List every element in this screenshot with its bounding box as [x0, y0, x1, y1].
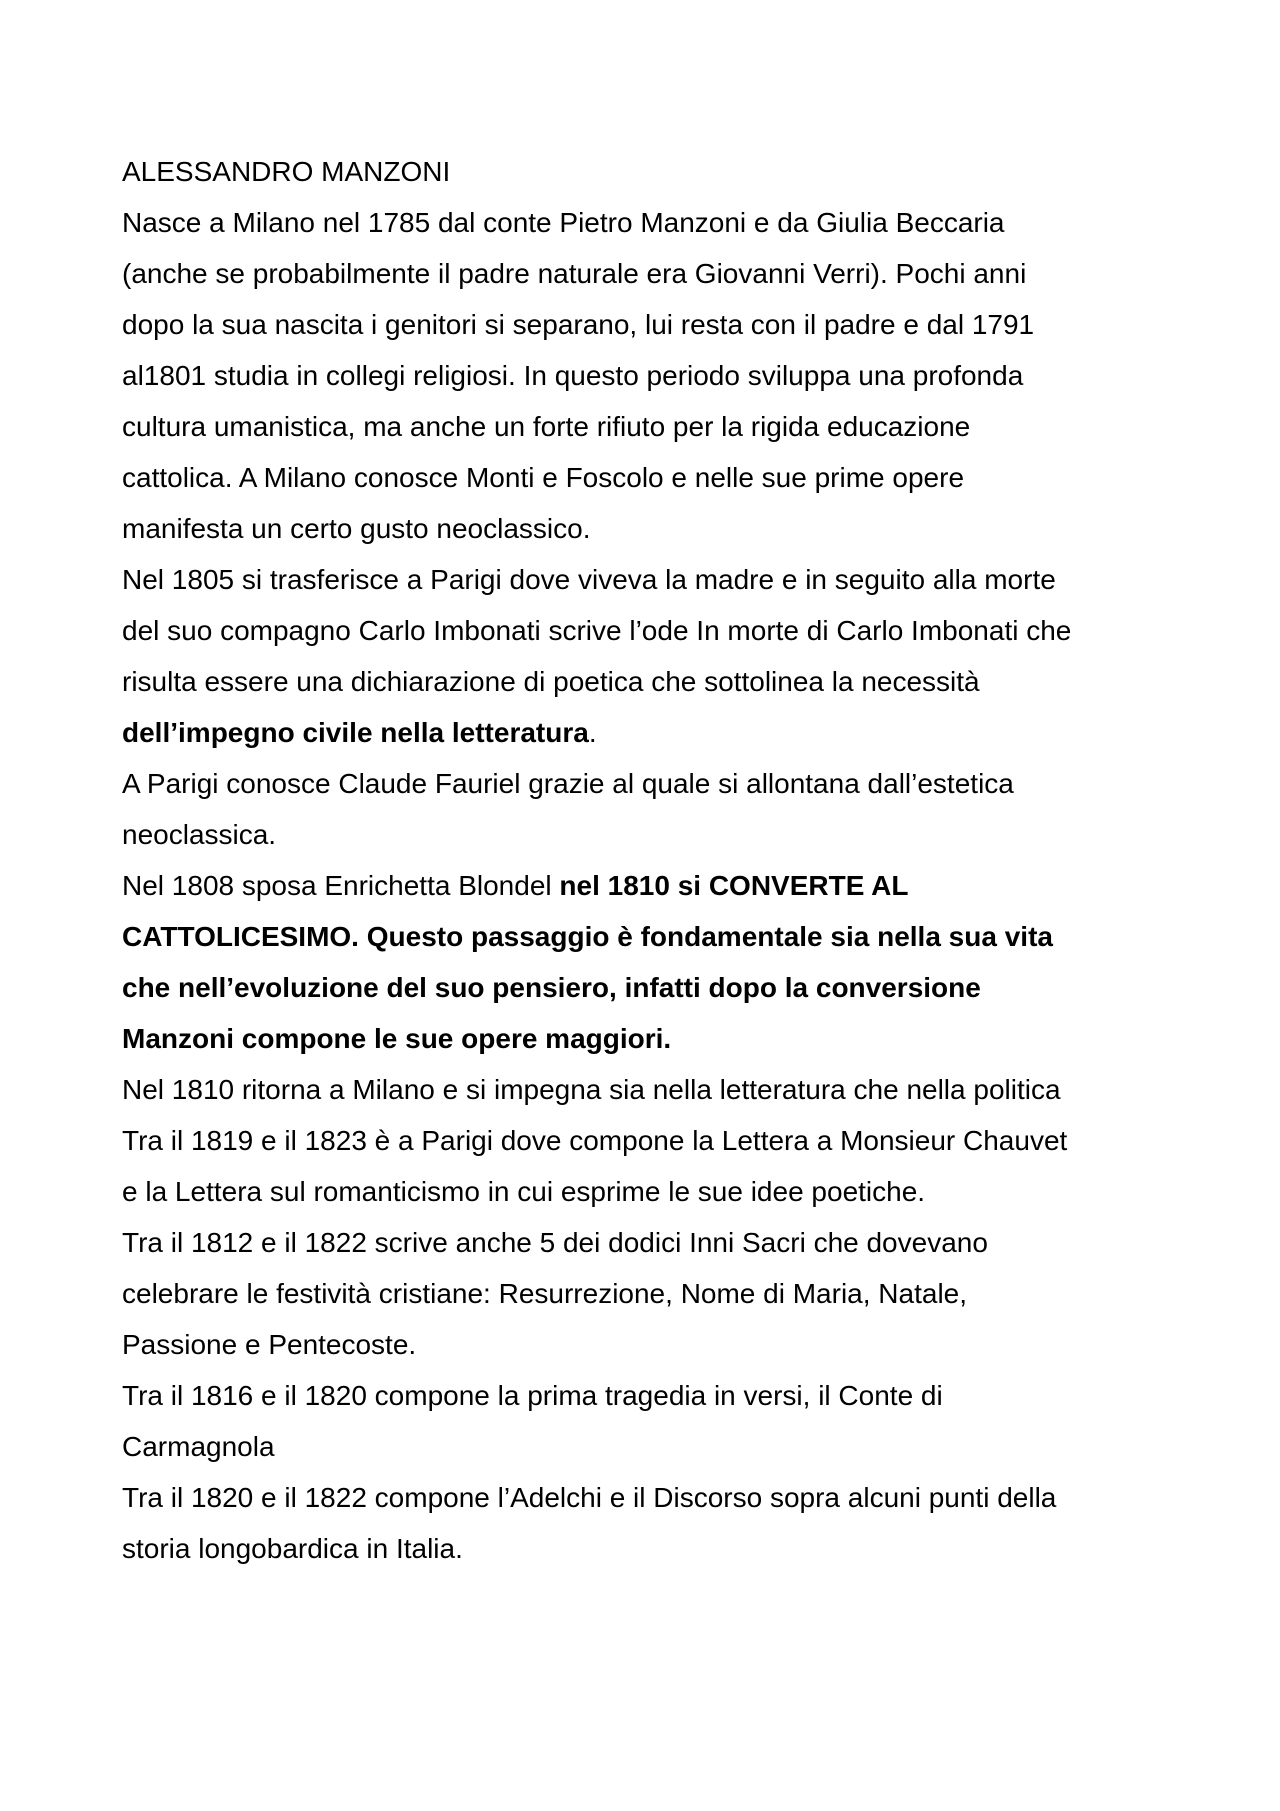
text-line: Passione e Pentecoste.: [122, 1329, 417, 1360]
text-line: Carmagnola: [122, 1431, 275, 1462]
text-line: neoclassica.: [122, 819, 277, 850]
bold-text: nel 1810 si CONVERTE AL: [559, 870, 909, 901]
text-line-mixed: [122, 707, 1182, 758]
text-line: del suo compagno Carlo Imbonati scrive l’ode In morte di Carlo Imbonati che: [122, 615, 1072, 646]
text-line-mixed: [122, 860, 1182, 911]
bold-text: dell’impegno civile nella letteratura: [122, 717, 589, 748]
bold-text: Manzoni compone le sue opere maggiori.: [122, 1023, 672, 1054]
document-title: ALESSANDRO MANZONI: [122, 156, 451, 187]
text-line: Nel 1805 si trasferisce a Parigi dove viveva la madre e in seguito alla morte: [122, 564, 1056, 595]
text-line: e la Lettera sul romanticismo in cui esprime le sue idee poetiche.: [122, 1176, 926, 1207]
text-span: .: [588, 717, 597, 748]
text-line: risulta essere una dichiarazione di poetica che sottolinea la necessità: [122, 666, 980, 697]
text-line: al1801 studia in collegi religiosi. In questo periodo sviluppa una profonda: [122, 360, 1024, 391]
text-line: Tra il 1812 e il 1822 scrive anche 5 dei dodici Inni Sacri che dovevano: [122, 1227, 988, 1258]
text-line: storia longobardica in Italia.: [122, 1533, 463, 1564]
text-span: Nel 1808 sposa Enrichetta Blondel: [122, 870, 560, 901]
text-line: Tra il 1820 e il 1822 compone l’Adelchi e il Discorso sopra alcuni punti della: [122, 1482, 1057, 1513]
text-line: Tra il 1819 e il 1823 è a Parigi dove compone la Lettera a Monsieur Chauvet: [122, 1125, 1068, 1156]
text-line: cultura umanistica, ma anche un forte rifiuto per la rigida educazione: [122, 411, 971, 442]
bold-line: [122, 911, 1182, 962]
text-line: cattolica. A Milano conosce Monti e Foscolo e nelle sue prime opere: [122, 462, 965, 493]
text-line: dopo la sua nascita i genitori si separano, lui resta con il padre e dal 1791: [122, 309, 1035, 340]
bold-text: che nell’evoluzione del suo pensiero, infatti dopo la conversione: [122, 972, 981, 1003]
bold-text: CATTOLICESIMO. Questo passaggio è fondamentale sia nella sua vita: [122, 921, 1053, 952]
text-line: Nasce a Milano nel 1785 dal conte Pietro Manzoni e da Giulia Beccaria: [122, 207, 1005, 238]
bold-line: [122, 962, 1182, 1013]
text-line: A Parigi conosce Claude Fauriel grazie al quale si allontana dall’estetica: [122, 768, 1014, 799]
bold-line: [122, 1013, 1182, 1064]
text-line: Tra il 1816 e il 1820 compone la prima tragedia in versi, il Conte di: [122, 1380, 943, 1411]
text-line: Nel 1810 ritorna a Milano e si impegna sia nella letteratura che nella politica: [122, 1074, 1061, 1105]
text-line: (anche se probabilmente il padre naturale era Giovanni Verri). Pochi anni: [122, 258, 1027, 289]
document-page: [122, 146, 1182, 1574]
text-line: celebrare le festività cristiane: Resurrezione, Nome di Maria, Natale,: [122, 1278, 968, 1309]
text-line: manifesta un certo gusto neoclassico.: [122, 513, 591, 544]
